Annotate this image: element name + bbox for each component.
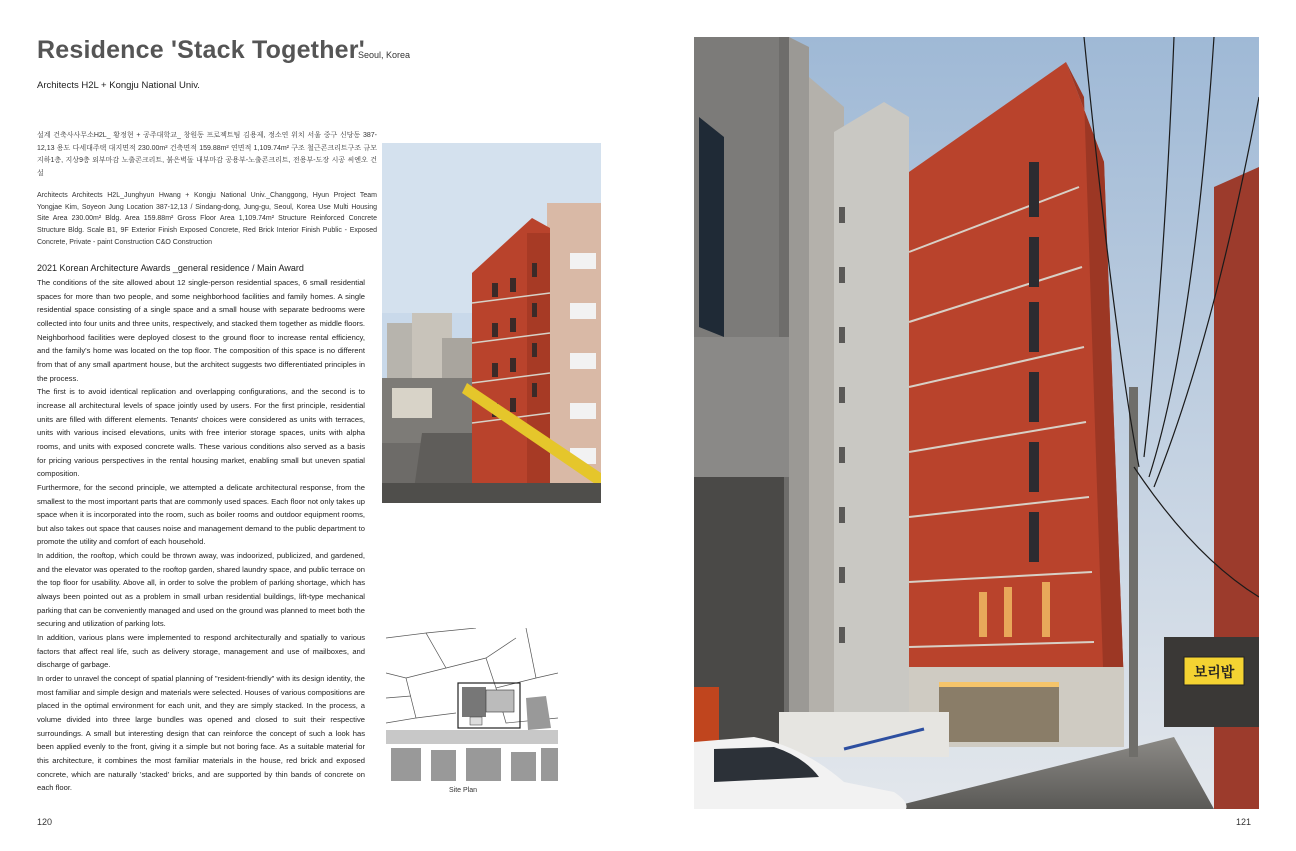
paragraph: The first is to avoid identical replication and overlapping configurations, and the second is to increase all architectural levels of space jointly used by users. For the first principle, residential units are filled with different elements. Tenants' choices were considered as units with terraces, units with various incised elevations, units with free interior storage spaces, units with alpha rooms, and units with exposed concrete walls. These various conditions also served as a basis for pricing various perspectives in the rental housing market, enabling small but uneven spatial composition.: [37, 387, 365, 479]
architects-label: Architects H2L + Kongju National Univ.: [37, 80, 200, 91]
paragraph: In order to unravel the concept of spatial planning of "resident-friendly" with its design identity, the most familiar and simple design and materials were selected. Houses of various compositions are placed in the optimal environment for each unit, and they are simply stacked. In the process, a volume divided into three large bundles was opened and closed to suit their respective surroundings. A small but interesting design that can reinforce the concept of such a look has been applied evenly to the front, giving it a simple but not boring face. As a suitable material for this architecture, it combines the most familiar materials in the house, red brick and exposed concrete, which are naturally 'stacked' bricks, and are supported by thin bands of concrete on each floor.: [37, 674, 365, 793]
shop-sign-text: 보리밥: [1193, 665, 1235, 681]
page-number-left: 120: [37, 817, 53, 827]
paragraph: The conditions of the site allowed about 12 single-person residential spaces, 6 small residential spaces for more than two people, and some neighborhood facilities and family homes. A single residential space consisting of a single space and a small house with separate bedrooms were collected into four units and three units, respectively, and stacked them together as middle floors. Neighborhood facilities were deployed closest to the ground floor to increase rental efficiency, and the family's home was located on the top floor. The composition of this space is no different from that of any small apartment house, but the architect suggests two differentiated principles in the process.: [37, 278, 365, 383]
korean-credits: 설계 건축사사무소H2L_ 황정현 + 공주대학교_ 창원동 프로젝트팀 김용제, 정소연 위치 서울 중구 신당동 387-12,13 용도 다세대주택 대지면적 230.00m² 건축면적 159.88m² 연면적 1,109.74m² 구조 철근콘크리트구조 규모 지하1층, 지상9층 외부마감 노출콘크리트, 붉은벽돌 내부마감 공용부-노출콘크리트, 전용부-도장 시공 씨엔오 건설: [37, 132, 377, 177]
building-photo-small: [382, 143, 601, 503]
paragraph: Furthermore, for the second principle, we attempted a delicate architectural response, from the smallest to the most important parts that are commonly used spaces. Each floor not only takes up space when it is incorporated into the room, such as boiler rooms and outdoor equipment rooms, but also takes out space that causes noise and management demand to the public department to promote the utility and comfort of each household.: [37, 482, 365, 547]
site-plan-caption: Site Plan: [449, 787, 478, 794]
building-photo-large: [694, 37, 1259, 809]
location-label: Seoul, Korea: [358, 50, 411, 60]
page-number-right: 121: [1236, 817, 1252, 827]
award-heading: 2021 Korean Architecture Awards _general residence / Main Award: [37, 263, 304, 273]
paragraph: In addition, various plans were implemented to respond architecturally and spatially to various factors that affect real life, such as delivery storage, management and use of mailboxes, and discharge of garbage.: [37, 633, 365, 670]
site-plan-drawing: [386, 628, 558, 781]
page-title: Residence 'Stack Together': [37, 36, 365, 64]
paragraph: In addition, the rooftop, which could be thrown away, was indoorized, publicized, and gardened, and the elevator was operated to the rooftop garden, shared laundry space, and public terrace on the top floor for usability. Above all, in order to solve the problem of parking shortage, which has always been pointed out as a problem in small urban residential buildings, lift-type mechanical parking that can be conveniently managed and used on the ground was planned to meet both the securing and utilization of parking lots.: [37, 551, 365, 629]
english-credits: Architects Architects H2L_Junghyun Hwang + Kongju National Univ._Changgong, Hyun Project Team Yongjae Kim, Soyeon Jung Location 387-12,13 / Sindang-dong, Jung-gu, Seoul, Korea Use Multi Housing Site Area 230.00m² Bldg. Area 159.88m² Gross Floor Area 1,109.74m² Structure Reinforced Concrete Structure Bldg. Scale B1, 9F Exterior Finish Exposed Concrete, Red Brick Interior Finish Public - Exposed Concrete, Private - paint Construction C&O Construction: [37, 192, 377, 246]
article-body: [37, 276, 365, 795]
